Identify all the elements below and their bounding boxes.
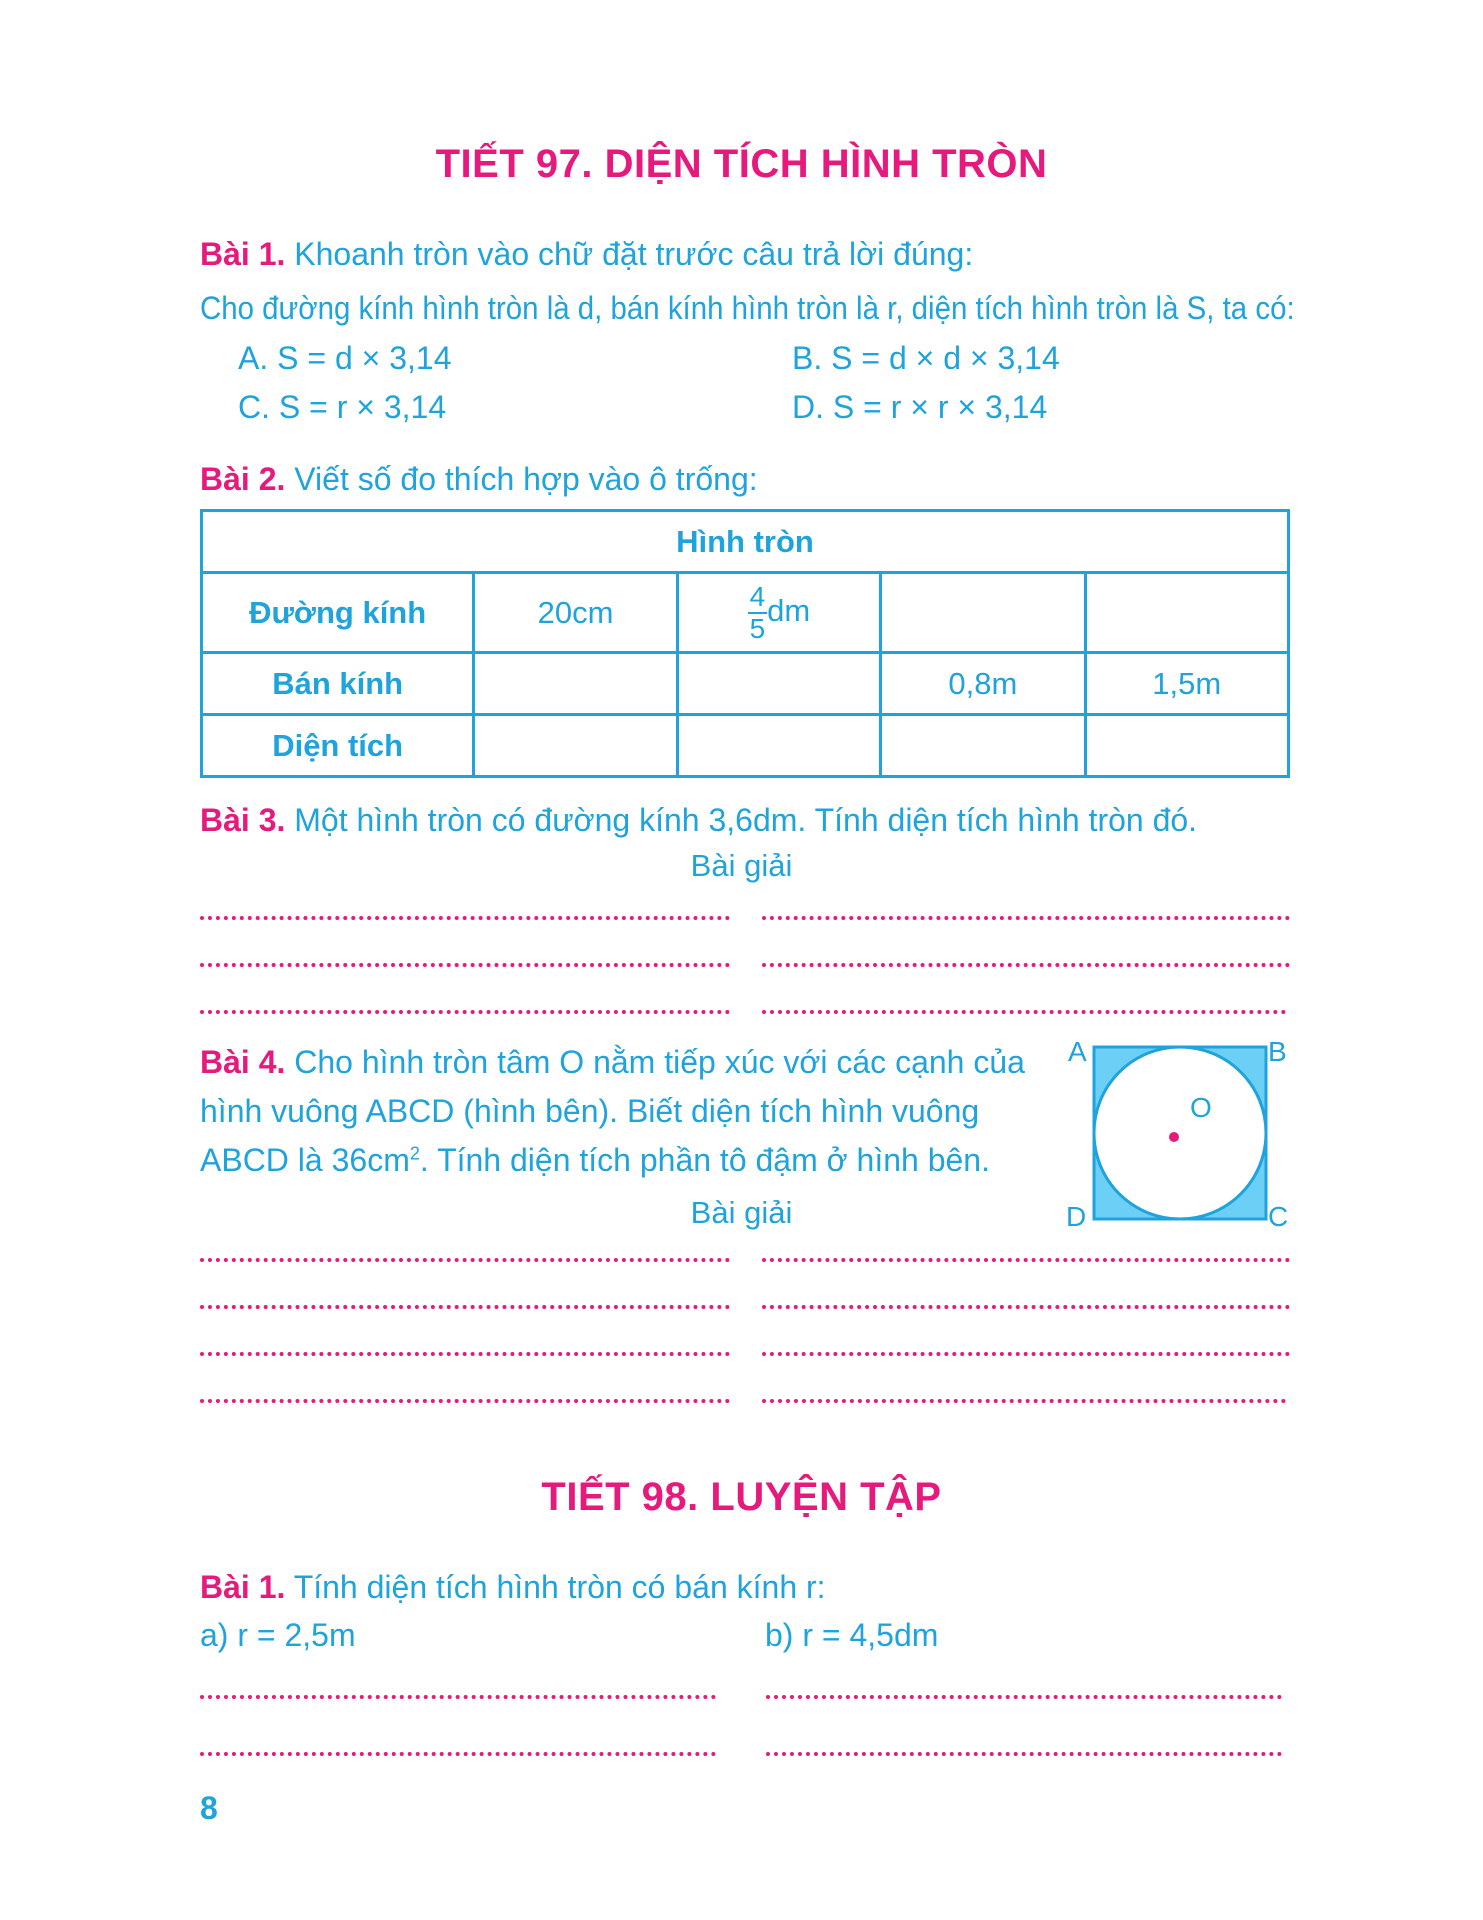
answer-dotted-line[interactable] bbox=[200, 1305, 730, 1309]
cell-radius-1[interactable] bbox=[474, 653, 677, 715]
cell-diameter-4[interactable] bbox=[1085, 573, 1288, 653]
bai4-line-3 bbox=[200, 1142, 990, 1179]
bai1-instruction-line bbox=[200, 236, 973, 273]
cell-area-4[interactable] bbox=[1085, 715, 1288, 777]
bai3-solution-heading: Bài giải bbox=[690, 848, 793, 883]
cell-radius-2[interactable] bbox=[677, 653, 880, 715]
cell-radius-4: 1,5m bbox=[1085, 653, 1288, 715]
row-label-duong-kinh: Đường kính bbox=[202, 573, 474, 653]
bai2-instruction-line bbox=[200, 461, 758, 498]
row-label-dien-tich: Diện tích bbox=[202, 715, 474, 777]
table-row bbox=[202, 715, 1289, 777]
bai3-label: Bài 3. bbox=[200, 802, 286, 838]
cell-area-2[interactable] bbox=[677, 715, 880, 777]
bai4-text-1: Cho hình tròn tâm O nằm tiếp xúc với các cạnh của bbox=[285, 1044, 1025, 1080]
vertex-label-b: B bbox=[1268, 1036, 1287, 1067]
cell-radius-3: 0,8m bbox=[881, 653, 1085, 715]
bai1-instruction: Khoanh tròn vào chữ đặt trước câu trả lời đúng: bbox=[285, 236, 974, 272]
answer-dotted-line[interactable] bbox=[766, 1695, 1282, 1699]
lesson-98-title: TIẾT 98. LUYỆN TẬP bbox=[541, 1475, 942, 1519]
bai4-text-3b: . Tính diện tích phần tô đậm ở hình bên. bbox=[419, 1142, 990, 1178]
vertex-label-d: D bbox=[1066, 1201, 1087, 1232]
cell-diameter-3[interactable] bbox=[881, 573, 1085, 653]
bai1-label: Bài 1. bbox=[200, 236, 286, 272]
bai2-label: Bài 2. bbox=[200, 461, 286, 497]
inscribed-circle bbox=[1094, 1047, 1266, 1219]
table-header: Hình tròn bbox=[202, 511, 1289, 573]
center-label-o: O bbox=[1190, 1092, 1212, 1123]
answer-dotted-line[interactable] bbox=[762, 1258, 1290, 1262]
l98-bai1-line bbox=[200, 1569, 826, 1606]
answer-dotted-line[interactable] bbox=[762, 1305, 1290, 1309]
answer-dotted-line[interactable] bbox=[762, 963, 1290, 967]
answer-dotted-line[interactable] bbox=[762, 1399, 1286, 1403]
cell-diameter-2 bbox=[677, 573, 880, 653]
answer-dotted-line[interactable] bbox=[762, 1010, 1286, 1014]
table-row bbox=[202, 573, 1289, 653]
bai2-instruction: Viết số đo thích hợp vào ô trống: bbox=[285, 461, 758, 497]
center-point-o bbox=[1169, 1132, 1179, 1142]
l98-bai1-label: Bài 1. bbox=[200, 1569, 286, 1605]
l98-bai1-part-b: b) r = 4,5dm bbox=[765, 1617, 939, 1653]
l98-bai1-instruction: Tính diện tích hình tròn có bán kính r: bbox=[285, 1569, 826, 1605]
bai4-line-1 bbox=[200, 1044, 1025, 1081]
page-number: 8 bbox=[200, 1790, 218, 1826]
cell-area-1[interactable] bbox=[474, 715, 677, 777]
bai3-text: Một hình tròn có đường kính 3,6dm. Tính diện tích hình tròn đó. bbox=[285, 802, 1198, 838]
bai3-line bbox=[200, 802, 1197, 839]
answer-dotted-line[interactable] bbox=[200, 1695, 716, 1699]
fraction-denominator: 5 bbox=[749, 612, 766, 644]
bai4-solution-heading: Bài giải bbox=[690, 1195, 793, 1230]
vertex-label-a: A bbox=[1068, 1036, 1087, 1067]
cell-area-3[interactable] bbox=[881, 715, 1085, 777]
fraction bbox=[748, 580, 768, 644]
fraction-unit: dm bbox=[767, 592, 811, 628]
answer-dotted-line[interactable] bbox=[762, 1352, 1290, 1356]
table-row bbox=[202, 653, 1289, 715]
l98-bai1-part-a: a) r = 2,5m bbox=[200, 1617, 356, 1653]
lesson-97-title: TIẾT 97. DIỆN TÍCH HÌNH TRÒN bbox=[435, 142, 1048, 186]
answer-dotted-line[interactable] bbox=[200, 1010, 730, 1014]
table-row bbox=[202, 511, 1289, 573]
answer-dotted-line[interactable] bbox=[200, 1399, 730, 1403]
row-label-ban-kinh: Bán kính bbox=[202, 653, 474, 715]
answer-dotted-line[interactable] bbox=[200, 916, 730, 920]
answer-dotted-line[interactable] bbox=[200, 1258, 730, 1262]
bai4-line-2: hình vuông ABCD (hình bên). Biết diện tích hình vuông bbox=[200, 1093, 980, 1129]
circle-table bbox=[200, 509, 1290, 778]
cell-diameter-1: 20cm bbox=[474, 573, 677, 653]
bai1-option-b: B. S = d × d × 3,14 bbox=[792, 340, 1060, 376]
bai4-label: Bài 4. bbox=[200, 1044, 286, 1080]
answer-dotted-line[interactable] bbox=[766, 1752, 1282, 1756]
answer-dotted-line[interactable] bbox=[200, 1752, 716, 1756]
answer-dotted-line[interactable] bbox=[200, 963, 730, 967]
bai1-option-a: A. S = d × 3,14 bbox=[238, 340, 452, 376]
fraction-numerator: 4 bbox=[749, 580, 766, 612]
answer-dotted-line[interactable] bbox=[762, 916, 1290, 920]
bai1-statement: Cho đường kính hình tròn là d, bán kính hình tròn là r, diện tích hình tròn là S, ta có: bbox=[200, 290, 1295, 326]
answer-dotted-line[interactable] bbox=[200, 1352, 730, 1356]
square-circle-figure bbox=[1060, 1035, 1290, 1235]
bai4-superscript: 2 bbox=[409, 1143, 420, 1164]
bai4-text-3a: ABCD là 36cm bbox=[200, 1142, 410, 1178]
vertex-label-c: C bbox=[1268, 1201, 1289, 1232]
bai1-option-d: D. S = r × r × 3,14 bbox=[792, 389, 1048, 425]
bai1-option-c: C. S = r × 3,14 bbox=[238, 389, 447, 425]
